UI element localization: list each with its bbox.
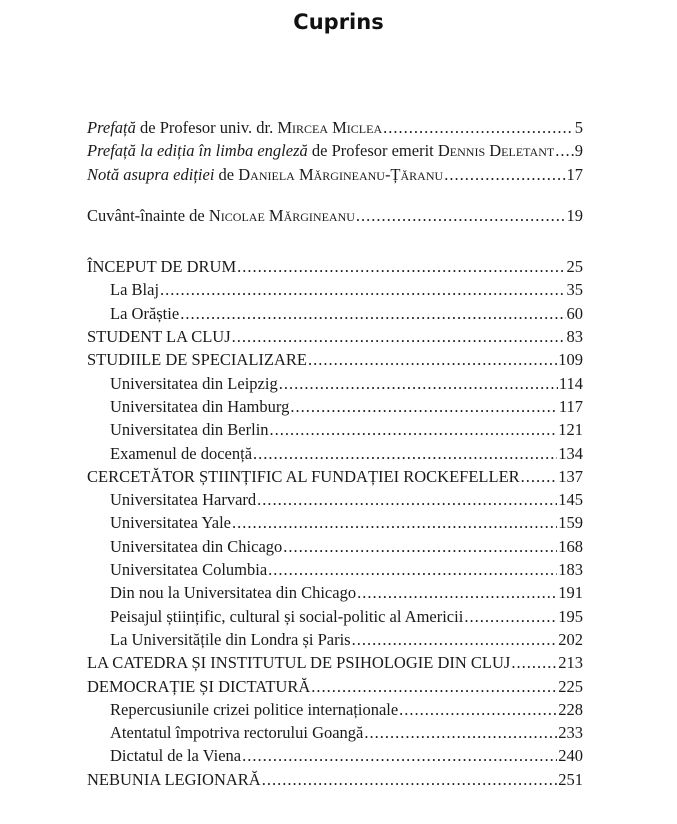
entry-text: Universitatea din Berlin	[110, 420, 269, 440]
dot-leader	[555, 141, 574, 161]
page-number: 5	[574, 118, 583, 137]
entry-text: STUDIILE DE SPECIALIZARE	[87, 350, 307, 370]
page-number: 17	[566, 164, 583, 184]
page-number: 240	[558, 746, 583, 766]
toc-entry[interactable]	[87, 444, 583, 467]
entry-text: de Profesor univ. dr.	[135, 118, 278, 137]
dot-leader	[283, 537, 557, 557]
entry-text: STUDENT LA CLUJ	[87, 327, 231, 347]
entry-text: La Blaj	[110, 280, 160, 300]
dot-leader	[262, 770, 558, 790]
page-number: 183	[558, 560, 583, 580]
author-name: Dennis Deletant	[437, 141, 555, 161]
dot-leader	[279, 374, 558, 394]
page-number: 202	[558, 629, 583, 649]
dot-leader	[160, 280, 565, 300]
entry-text: Din nou la Universitatea din Chicago	[110, 583, 357, 603]
toc-entry-title	[87, 257, 236, 277]
toc-entry-title	[87, 397, 289, 417]
italic-title: Prefață	[87, 118, 136, 137]
toc-entry-title	[87, 560, 267, 580]
dot-leader	[253, 444, 557, 464]
toc-entry-title	[87, 746, 241, 766]
entry-text: Cuvânt-înainte de	[87, 205, 209, 225]
dot-leader	[237, 257, 565, 277]
toc-entry[interactable]	[87, 583, 583, 606]
page-title: Cuprins	[293, 10, 384, 34]
toc-entry-title	[87, 537, 282, 557]
toc-entry-title	[87, 350, 307, 370]
toc-entry[interactable]	[87, 206, 583, 229]
italic-title: Notă asupra ediției	[87, 164, 215, 184]
page-number: 233	[558, 723, 583, 743]
toc-entry[interactable]	[87, 141, 583, 164]
page-number: 117	[558, 396, 583, 416]
toc-entry-title	[87, 206, 355, 226]
dot-leader	[308, 350, 557, 370]
page-number: 168	[558, 536, 583, 556]
toc-entry[interactable]	[87, 304, 583, 327]
page-number: 83	[566, 327, 583, 347]
dot-leader	[521, 467, 558, 487]
toc-entry-title	[87, 770, 261, 790]
toc-entry-title	[87, 280, 159, 300]
page-number: 114	[558, 373, 583, 393]
toc-entry[interactable]	[87, 607, 583, 630]
dot-leader	[511, 653, 557, 673]
entry-text: La Orăștie	[110, 303, 180, 323]
entry-text: Universitatea Yale	[110, 513, 231, 533]
page-number: 35	[566, 280, 583, 300]
entry-text: de	[214, 164, 239, 184]
dot-leader	[464, 607, 557, 627]
author-name: Nicolae Mărgineanu	[208, 205, 355, 225]
entry-text: Dictatul de la Viena	[110, 746, 242, 766]
page-number: 251	[558, 769, 583, 789]
toc-entry-title	[87, 630, 351, 650]
toc-entry-title	[87, 444, 252, 464]
entry-text: de Profesor emerit	[307, 141, 438, 161]
toc-entry[interactable]	[87, 723, 583, 746]
dot-leader	[257, 490, 557, 510]
page-number: 228	[558, 699, 583, 719]
toc-entry-title	[87, 723, 363, 743]
entry-text: Examenul de docență	[110, 443, 253, 463]
toc-entry-title	[87, 583, 356, 603]
toc-entry[interactable]	[87, 165, 583, 188]
dot-leader	[364, 723, 557, 743]
toc-entry[interactable]	[87, 420, 583, 443]
toc-entry-title	[87, 653, 510, 673]
toc-entry-title	[87, 141, 554, 161]
page-number: 60	[566, 303, 583, 323]
page-number: 191	[558, 583, 583, 603]
dot-leader	[383, 118, 574, 138]
entry-text: ÎNCEPUT DE DRUM	[87, 257, 237, 277]
page-number: 121	[558, 420, 583, 440]
italic-title: Prefață la ediția în limba engleză	[87, 141, 308, 161]
entry-text: Universitatea Columbia	[110, 560, 268, 580]
dot-leader	[232, 513, 557, 533]
toc-entry-title	[87, 700, 398, 720]
toc-entry[interactable]	[87, 630, 583, 653]
entry-text: La Universitățile din Londra și Paris	[110, 629, 351, 649]
page-number: 195	[558, 606, 583, 626]
toc-entry-title	[87, 607, 463, 627]
page-number: 225	[558, 676, 583, 696]
toc-entry-title	[87, 513, 231, 533]
dot-leader	[242, 746, 557, 766]
toc-entry[interactable]	[87, 467, 583, 490]
toc-entry-title	[87, 165, 443, 185]
dot-leader	[357, 583, 557, 603]
toc-entry[interactable]	[87, 327, 583, 350]
table-of-contents	[87, 118, 583, 793]
dot-leader	[399, 700, 557, 720]
entry-text: DEMOCRAȚIE ȘI DICTATURĂ	[87, 676, 311, 696]
dot-leader	[290, 397, 558, 417]
dot-leader	[311, 677, 557, 697]
toc-entry-title	[87, 490, 256, 510]
dot-leader	[352, 630, 558, 650]
page-number: 159	[558, 513, 583, 533]
entry-text: Universitatea din Chicago	[110, 536, 283, 556]
toc-entry[interactable]	[87, 513, 583, 536]
toc-entry[interactable]	[87, 677, 583, 700]
entry-text: LA CATEDRA ȘI INSTITUTUL DE PSIHOLOGIE DIN CLUJ	[87, 653, 511, 673]
entry-text: CERCETĂTOR ȘTIINȚIFIC AL FUNDAȚIEI ROCKEFELLER	[87, 466, 520, 486]
entry-text: NEBUNIA LEGIONARĂ	[87, 769, 261, 789]
toc-entry[interactable]	[87, 257, 583, 280]
entry-text: Repercusiunile crizei politice internaționale	[110, 699, 399, 719]
page-number: 213	[558, 653, 583, 673]
toc-entry[interactable]	[87, 770, 583, 793]
page-number: 134	[558, 443, 583, 463]
toc-entry[interactable]	[87, 537, 583, 560]
toc-entry-title	[87, 327, 231, 347]
dot-leader	[356, 206, 566, 226]
toc-entry[interactable]	[87, 118, 583, 141]
entry-text: Universitatea din Leipzig	[110, 373, 278, 393]
entry-text: Universitatea din Hamburg	[110, 396, 290, 416]
entry-text: Universitatea Harvard	[110, 490, 257, 510]
page-number: 9	[574, 141, 583, 161]
toc-entry[interactable]	[87, 374, 583, 397]
page-number: 109	[558, 350, 583, 370]
toc-entry[interactable]	[87, 280, 583, 303]
toc-entry[interactable]	[87, 700, 583, 723]
entry-text: Atentatul împotriva rectorului Goangă	[110, 723, 364, 743]
toc-entry-title	[87, 118, 382, 138]
page-number: 25	[566, 257, 583, 277]
toc-entry-title	[87, 374, 278, 394]
dot-leader	[444, 165, 565, 185]
toc-entry-title	[87, 304, 179, 324]
toc-entry-title	[87, 420, 269, 440]
dot-leader	[180, 304, 565, 324]
dot-leader	[232, 327, 566, 347]
toc-entry[interactable]	[87, 350, 583, 373]
toc-entry[interactable]	[87, 653, 583, 676]
toc-entry[interactable]	[87, 746, 583, 769]
page-number: 145	[558, 490, 583, 510]
dot-leader	[270, 420, 558, 440]
author-name: Daniela Mărgineanu-Țăranu	[238, 164, 444, 184]
page-number: 137	[558, 466, 583, 486]
toc-entry[interactable]	[87, 560, 583, 583]
toc-entry-title	[87, 677, 310, 697]
toc-entry[interactable]	[87, 397, 583, 420]
dot-leader	[268, 560, 557, 580]
entry-text: Peisajul științific, cultural și social-politic al Americii	[110, 606, 464, 626]
page-number: 19	[566, 205, 583, 225]
toc-entry[interactable]	[87, 490, 583, 513]
author-name: Mircea Miclea	[277, 118, 383, 137]
toc-entry-title	[87, 467, 520, 487]
